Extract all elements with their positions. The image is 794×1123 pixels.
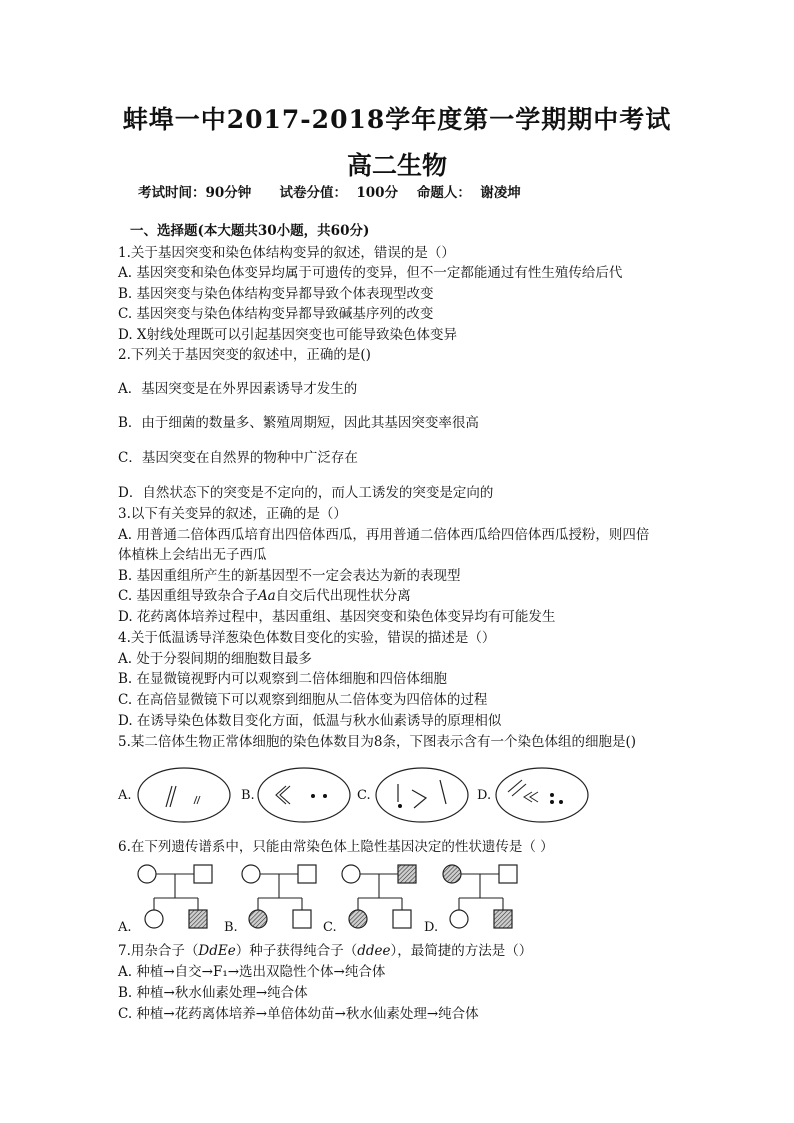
q4-option-a: A. 处于分裂间期的细胞数目最多 — [118, 651, 312, 667]
q3-option-b: B. 基因重组所产生的新基因型不一定会表达为新的表现型 — [118, 568, 461, 584]
q2-option-b: B．由于细菌的数量多、繁殖周期短，因此其基因突变率很高 — [118, 415, 479, 431]
q5-label-a: A. — [118, 788, 132, 803]
q6-pedigree-c — [340, 862, 420, 938]
q6-stem: 6.在下列遗传谱系中，只能由常染色体上隐性基因决定的性状遗传是（ ） — [118, 839, 554, 855]
q5-label-d: D. — [477, 788, 492, 803]
q1-option-d: D. X射线处理既可以引起基因突变也可能导致染色体变异 — [118, 327, 458, 343]
q6-label-c: C. — [323, 920, 337, 935]
q3-option-a-line2: 体植株上会结出无子西瓜 — [118, 547, 267, 563]
q6-label-d: D. — [424, 920, 439, 935]
q1-option-c: C. 基因突变与染色体结构变异都导致碱基序列的改变 — [118, 306, 434, 322]
q1-option-b: B. 基因突变与染色体结构变异都导致个体表现型改变 — [118, 286, 434, 302]
exam-meta: 考试时间：90分钟 试卷分值： 100分 命题人： 谢凌坤 — [138, 185, 521, 201]
q3-option-d: D. 花药离体培养过程中，基因重组、基因突变和染色体变异均有可能发生 — [118, 609, 556, 625]
exam-subject: 高二生物 — [346, 151, 447, 180]
q6-label-b: B. — [224, 920, 238, 935]
exam-title: 蚌埠一中2017-2018学年度第一学期期中考试 — [122, 105, 672, 134]
q4-option-b: B. 在显微镜视野内可以观察到二倍体细胞和四倍体细胞 — [118, 671, 448, 687]
q5-label-b: B. — [241, 788, 255, 803]
q2-stem: 2.下列关于基因突变的叙述中，正确的是() — [118, 347, 371, 363]
q1-option-a: A. 基因突变和染色体变异均属于可遗传的变异，但不一定都能通过有性生殖传给后代 — [118, 265, 623, 281]
q7-option-c: C. 种植→花药离体培养→单倍体幼苗→秋水仙素处理→纯合体 — [118, 1006, 479, 1022]
q5-cell-c-figure — [374, 766, 470, 824]
q4-option-d: D. 在诱导染色体数目变化方面，低温与秋水仙素诱导的原理相似 — [118, 713, 502, 729]
q2-option-c: C．基因突变在自然界的物种中广泛存在 — [118, 450, 358, 466]
section-heading: 一、选择题(本大题共30小题，共60分) — [130, 223, 370, 239]
q5-label-c: C. — [357, 788, 371, 803]
q7-option-b: B. 种植→秋水仙素处理→纯合体 — [118, 985, 308, 1001]
q3-option-c: C. 基因重组导致杂合子Aa自交后代出现性状分离 — [118, 588, 411, 604]
q4-stem: 4.关于低温诱导洋葱染色体数目变化的实验，错误的描述是（） — [118, 630, 496, 646]
q2-option-d: D．自然状态下的突变是不定向的，而人工诱发的突变是定向的 — [118, 485, 494, 501]
q6-pedigree-b — [240, 862, 320, 938]
q5-cell-b-figure — [256, 766, 352, 824]
q5-cell-a-figure — [136, 766, 232, 824]
q5-stem: 5.某二倍体生物正常体细胞的染色体数目为8条，下图表示含有一个染色体组的细胞是() — [118, 734, 637, 750]
q1-stem: 1.关于基因突变和染色体结构变异的叙述，错误的是（） — [118, 245, 455, 261]
q4-option-c: C. 在高倍显微镜下可以观察到细胞从二倍体变为四倍体的过程 — [118, 692, 488, 708]
q2-option-a: A．基因突变是在外界因素诱导才发生的 — [118, 381, 358, 397]
q6-pedigree-a — [136, 862, 216, 938]
q3-option-a-line1: A. 用普通二倍体西瓜培育出四倍体西瓜，再用普通二倍体西瓜给四倍体西瓜授粉，则四倍 — [118, 527, 650, 543]
q7-stem: 7.用杂合子（DdEe）种子获得纯合子（ddee），最简捷的方法是（） — [118, 943, 533, 959]
q3-stem: 3.以下有关变异的叙述，正确的是（） — [118, 506, 347, 522]
q6-pedigree-d — [441, 862, 521, 938]
q5-cell-d-figure — [494, 766, 590, 824]
q7-option-a: A. 种植→自交→F₁→选出双隐性个体→纯合体 — [118, 964, 386, 980]
q6-label-a: A. — [118, 920, 132, 935]
